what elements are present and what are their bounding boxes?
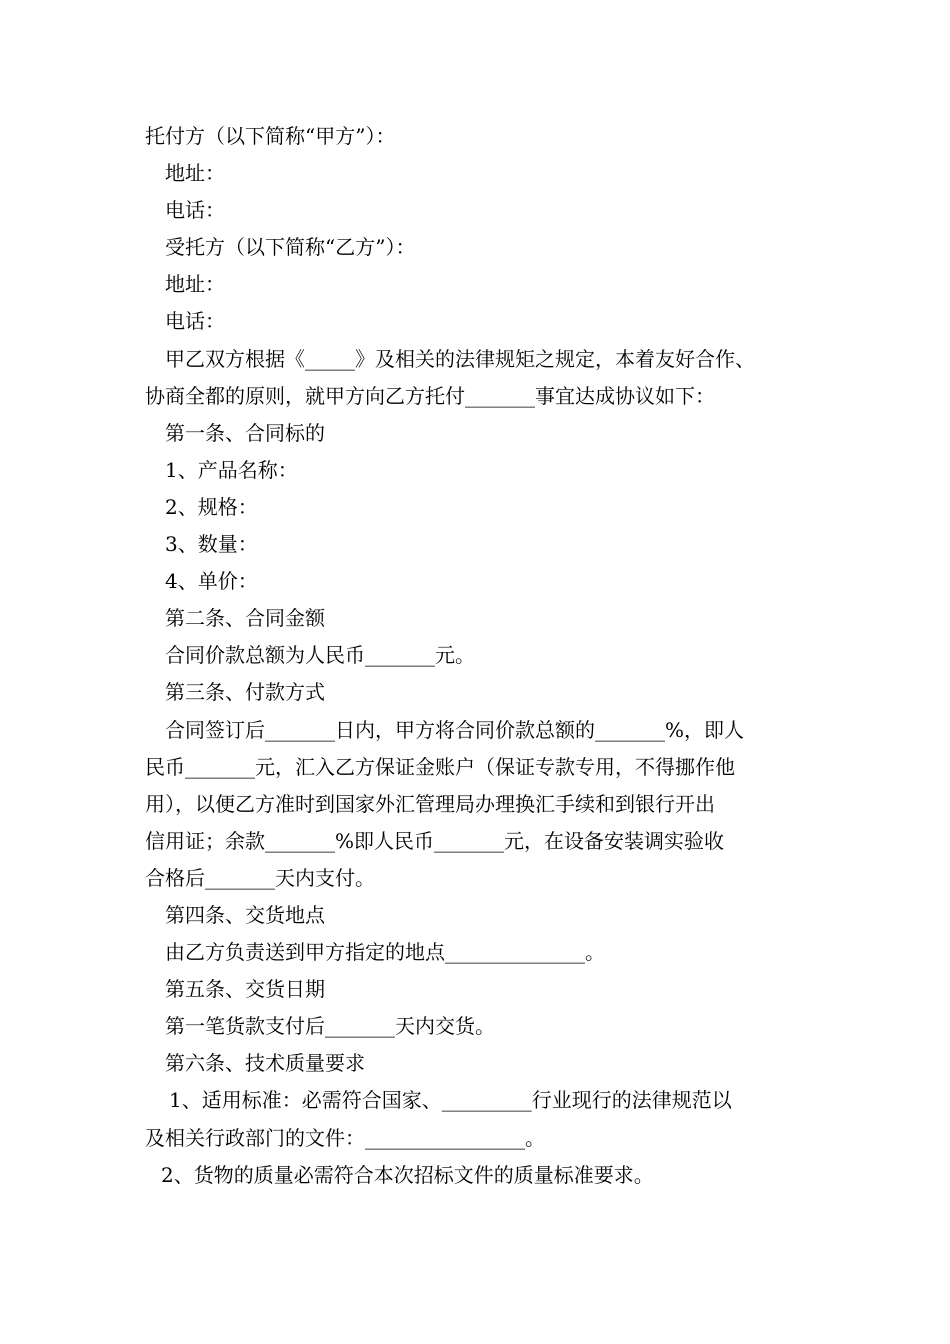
line-principal-party: 托付方（以下简称“甲方”）：: [145, 124, 396, 148]
line-preamble-2: 协商全都的原则，就甲方向乙方托付_______事宜达成协议如下：: [145, 383, 715, 408]
line-agent-phone: 电话：: [165, 309, 225, 334]
line-quality-requirement: 2、货物的质量必需符合本次招标文件的质量标准要求。: [161, 1162, 654, 1187]
heading-article-1: 第一条、合同标的: [165, 420, 325, 445]
heading-article-3: 第三条、付款方式: [165, 680, 325, 705]
heading-article-6: 第六条、技术质量要求: [165, 1051, 365, 1076]
line-payment-5: 合格后_______天内支付。: [145, 865, 375, 890]
line-quantity: 3、数量：: [165, 532, 258, 557]
line-payment-1: 合同签订后_______日内，甲方将合同价款总额的_______%，即人: [165, 717, 745, 742]
document-body: [145, 118, 825, 1194]
line-product-name: 1、产品名称：: [165, 457, 298, 482]
line-delivery-date: 第一笔货款支付后_______天内交货。: [165, 1014, 495, 1039]
line-preamble-1: 甲乙双方根据《_____》及相关的法律规矩之规定，本着友好合作、: [165, 346, 755, 371]
line-principal-address: 地址：: [165, 161, 225, 186]
line-unit-price: 4、单价：: [165, 569, 258, 594]
line-payment-2: 民币_______元，汇入乙方保证金账户（保证专款专用，不得挪作他: [145, 754, 735, 779]
heading-article-2: 第二条、合同金额: [165, 606, 325, 631]
line-quality-standard-1: 1、适用标准：必需符合国家、_________行业现行的法律规范以: [169, 1088, 732, 1113]
line-agent-party: 受托方（以下简称“乙方”）：: [165, 235, 416, 260]
line-payment-4: 信用证；余款_______%即人民币_______元，在设备安装调实验收: [145, 828, 725, 853]
line-payment-3: 用），以便乙方准时到国家外汇管理局办理换汇手续和到银行开出: [145, 791, 715, 816]
heading-article-5: 第五条、交货日期: [165, 977, 325, 1002]
heading-article-4: 第四条、交货地点: [165, 902, 325, 927]
line-principal-phone: 电话：: [165, 198, 225, 223]
line-contract-total: 合同价款总额为人民币_______元。: [165, 643, 475, 668]
line-delivery-place: 由乙方负责送到甲方指定的地点______________。: [165, 940, 605, 965]
line-quality-standard-2: 及相关行政部门的文件：________________。: [145, 1125, 545, 1150]
line-specification: 2、规格：: [165, 494, 258, 519]
line-agent-address: 地址：: [165, 272, 225, 297]
